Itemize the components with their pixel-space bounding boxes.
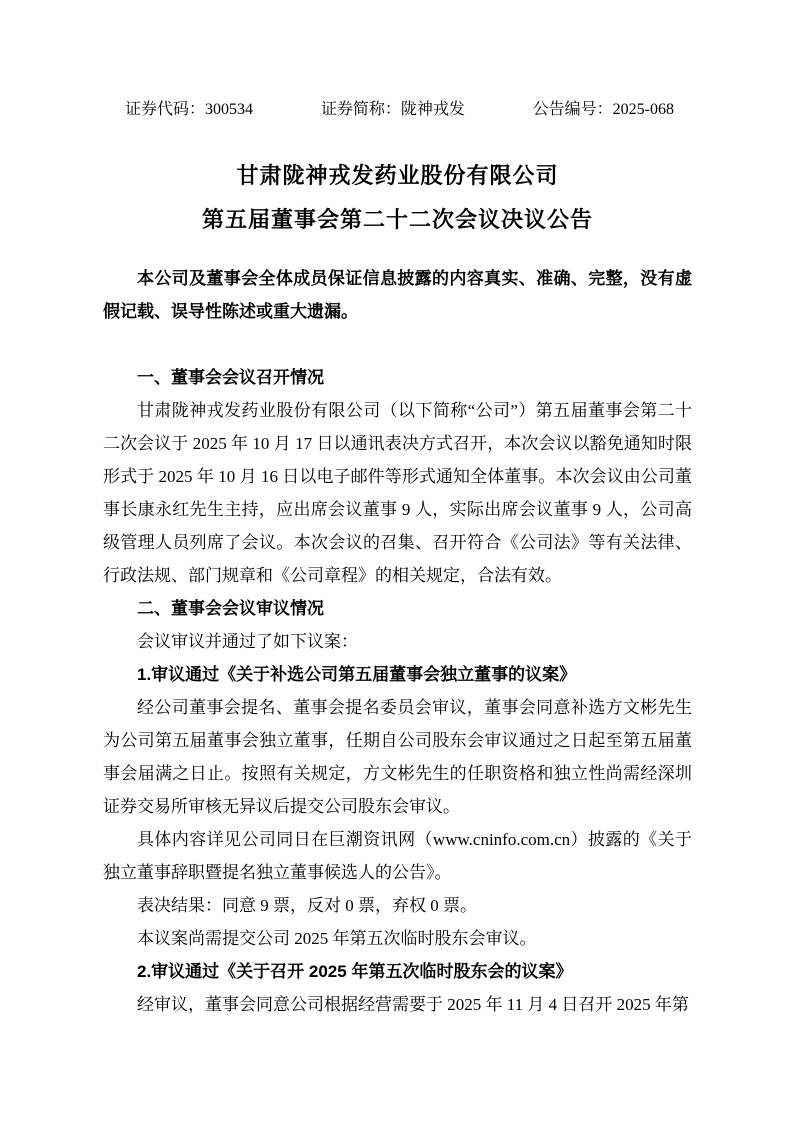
resolution-1-submission-note: 本议案尚需提交公司 2025 年第五次临时股东会审议。 [137, 929, 537, 948]
section-1-paragraph: 甘肃陇神戎发药业股份有限公司（以下简称“公司”）第五届董事会第二十二次会议于 2025 年 10 月 17 日以通讯表决方式召开，本次会议以豁免通知时限形式于 2025 年 10 月 16 日以电子邮件等形式通知全体董事。本次会议由公司董事长康永红先生主持，应出席会议董事 9 人，实际出席会议董事 9 人，公司高级管理人员列席了会议。本次会议的召集、召开符合《公司法》等有关法律、行政法规、部门规章和《公司章程》的相关规定，合法有效。 [103, 401, 692, 585]
announcement-title: 第五届董事会第二十二次会议决议公告 [201, 207, 593, 232]
section-1-heading: 一、董事会会议召开情况 [137, 368, 324, 387]
company-name-title: 甘肃陇神戎发药业股份有限公司 [236, 163, 559, 188]
disclaimer-statement: 本公司及董事会全体成员保证信息披露的内容真实、准确、完整，没有虚假记载、误导性陈述或重大遗漏。 [103, 269, 692, 321]
resolution-2-heading: 2.审议通过《关于召开 2025 年第五次临时股东会的议案》 [137, 962, 573, 981]
stock-code: 证券代码：300534 [125, 101, 254, 118]
resolution-1-disclosure: 具体内容详见公司同日在巨潮资讯网（www.cninfo.com.cn）披露的《关于独立董事辞职暨提名独立董事候选人的公告》。 [103, 830, 692, 882]
document-body [103, 361, 692, 1021]
section-2-heading: 二、董事会会议审议情况 [137, 599, 324, 618]
stock-short-name: 证券简称：陇神戎发 [320, 101, 465, 118]
resolution-1-detail: 经公司董事会提名、董事会提名委员会审议，董事会同意补选方文彬先生为公司第五届董事会独立董事，任期自公司股东会审议通过之日起至第五届董事会届满之日止。按照有关规定，方文彬先生的任职资格和独立性尚需经深圳证券交易所审核无异议后提交公司股东会审议。 [103, 698, 692, 816]
resolution-1-vote-result: 表决结果：同意 9 票，反对 0 票，弃权 0 票。 [137, 896, 477, 915]
resolution-2-detail: 经审议，董事会同意公司根据经营需要于 2025 年 11 月 4 日召开 2025 年第 [137, 995, 689, 1014]
document-header [103, 100, 692, 120]
title-block [103, 154, 692, 242]
section-2-intro: 会议审议并通过了如下议案： [137, 632, 358, 651]
resolution-1-heading: 1.审议通过《关于补选公司第五届董事会独立董事的议案》 [137, 665, 577, 684]
announcement-number: 公告编号：2025-068 [532, 101, 674, 118]
